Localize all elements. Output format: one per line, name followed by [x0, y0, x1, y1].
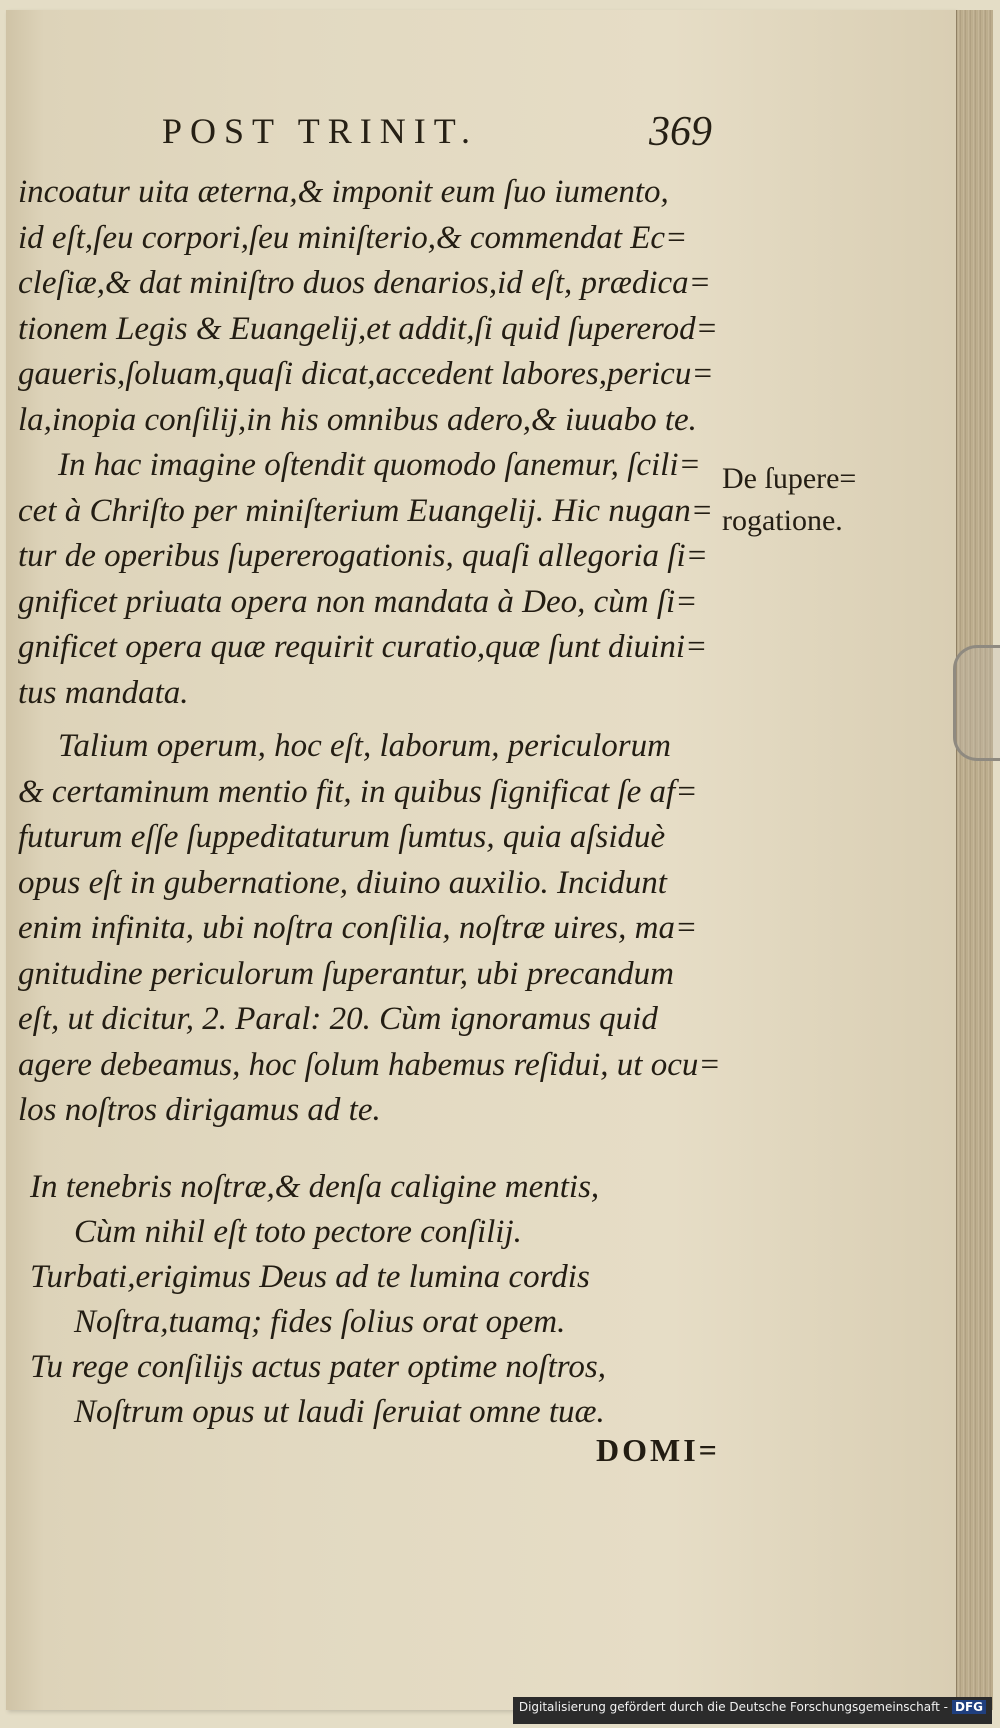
poem-line: Noſtra,tuamq; fides ſolius orat opem.	[74, 1304, 566, 1340]
catchword: DOMI=	[596, 1432, 720, 1468]
margin-note	[722, 458, 902, 542]
text-line: Talium operum, hoc eſt, laborum, periculorum	[58, 728, 671, 764]
poem-line: Cùm nihil eſt toto pectore conſilij.	[74, 1214, 522, 1250]
margin-note-line: De ſupere=	[722, 462, 857, 495]
text-line: eſt, ut dicitur, 2. Paral: 20. Cùm ignoramus quid	[18, 1001, 658, 1037]
text-line: tur de operibus ſupererogationis, quaſi allegoria ſi=	[18, 538, 708, 574]
poem-line: Tu rege conſilijs actus pater optime noſtros,	[30, 1349, 606, 1385]
digitization-credit	[513, 1697, 992, 1724]
text-line: In hac imagine oſtendit quomodo ſanemur, ſcili=	[58, 447, 701, 483]
dfg-logo: DFG	[952, 1700, 986, 1714]
text-line: & certaminum mentio fit, in quibus ſignificat ſe af=	[18, 773, 698, 810]
digitization-note: Digitalisierung gefördert durch die Deutsche Forschungsgemeinschaft -	[518, 1700, 948, 1714]
main-text	[18, 170, 738, 1134]
text-line: opus eſt in gubernatione, diuino auxilio. Incidunt	[18, 864, 667, 901]
text-line: tionem Legis & Euangelij,et addit,ſi quid ſupererod=	[18, 310, 718, 347]
text-line: la,inopia conſilij,in his omnibus adero,& iuuabo te.	[18, 401, 697, 438]
poem-line: In tenebris noſtræ,& denſa caligine mentis,	[30, 1169, 600, 1205]
text-line: cet à Chriſto per miniſterium Euangelij. Hic nugan=	[18, 492, 714, 529]
poem-line: Noſtrum opus ut laudi ſeruiat omne tuæ.	[74, 1394, 605, 1430]
text-line: enim infinita, ubi noſtra conſilia, noſtræ uires, ma=	[18, 910, 698, 946]
text-line: gnificet priuata opera non mandata à Deo, cùm ſi=	[18, 583, 698, 620]
text-line: cleſiæ,& dat miniſtro duos denarios,id eſt, prædica=	[18, 265, 711, 301]
text-line: tus mandata.	[18, 674, 189, 711]
text-line: id eſt,ſeu corpori,ſeu miniſterio,& commendat Ec=	[18, 219, 688, 256]
text-line: gnitudine periculorum ſuperantur, ubi precandum	[18, 955, 674, 992]
text-line: gnificet opera quæ requirit curatio,quæ ſunt diuini=	[18, 629, 708, 665]
text-line: los noſtros dirigamus ad te.	[18, 1092, 381, 1128]
poem	[30, 1165, 670, 1435]
text-line: incoatur uita æterna,& imponit eum ſuo iumento,	[18, 174, 669, 210]
page-edges	[956, 10, 993, 1710]
running-head: POST TRINIT.	[162, 111, 479, 151]
text-line: gaueris,ſoluam,quaſi dicat,accedent labores,pericu=	[18, 356, 714, 392]
text-line: futurum eſſe ſuppeditaturum ſumtus, quia aſsiduè	[18, 819, 666, 855]
page-number: 369	[649, 109, 712, 155]
margin-note-line: rogatione.	[722, 504, 843, 537]
page-clip	[953, 645, 1000, 761]
poem-line: Turbati,erigimus Deus ad te lumina cordis	[30, 1259, 590, 1295]
text-line: agere debeamus, hoc ſolum habemus reſidui, ut ocu=	[18, 1046, 721, 1083]
page-header	[162, 108, 722, 158]
